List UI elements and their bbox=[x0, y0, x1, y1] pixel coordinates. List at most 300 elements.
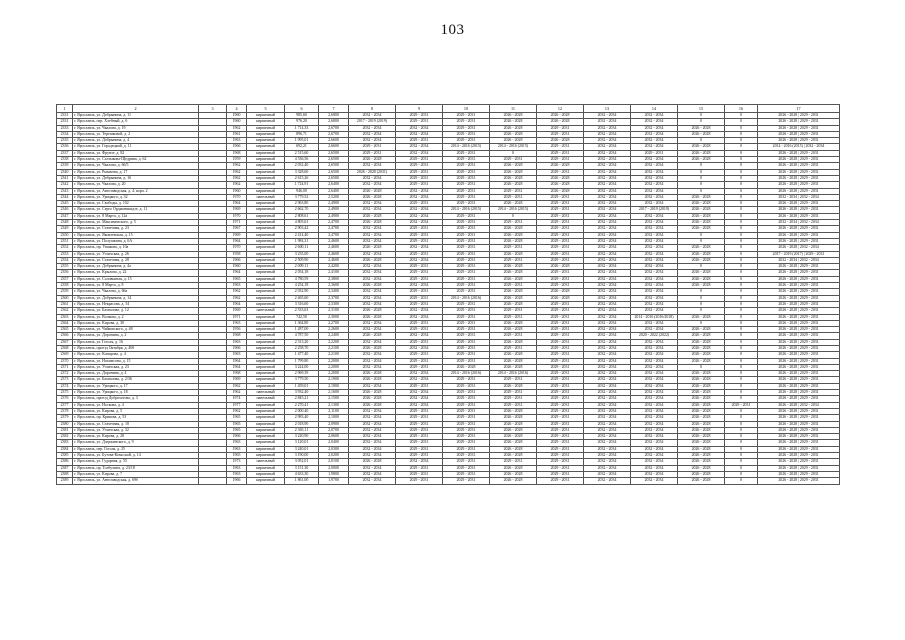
table-cell: 0 bbox=[725, 270, 758, 276]
table-cell: 2029 - 2031 bbox=[396, 182, 443, 188]
table-cell: 2032 - 2034 bbox=[349, 131, 396, 137]
table-cell: 2,6400 bbox=[319, 182, 349, 188]
table-cell: 0 bbox=[725, 427, 758, 433]
table-cell: 2029 - 2031 bbox=[396, 270, 443, 276]
table-cell: 2029 - 2031 bbox=[537, 421, 584, 427]
table-cell: 1 477,40 bbox=[285, 352, 319, 358]
table-cell: 2032 - 2034 bbox=[631, 157, 678, 163]
table-cell: 2026 - 2028 | 2029 - 2031 bbox=[758, 352, 840, 358]
table-cell: 2032 - 2034 bbox=[349, 276, 396, 282]
column-header: 10 bbox=[443, 105, 490, 113]
address-cell: г. Ярославль, ул. Кирова, д. 5 bbox=[73, 408, 199, 414]
table-cell: 1966 bbox=[227, 257, 247, 263]
table-cell: 0 bbox=[678, 163, 725, 169]
address-cell: г. Ярославль, проезд Доброхотова, д. 3 bbox=[73, 396, 199, 402]
table-cell: 2032 - 2034 bbox=[631, 232, 678, 238]
table-cell: 2026 - 2028 (2031) bbox=[349, 169, 396, 175]
table-container bbox=[56, 104, 840, 485]
table-cell: 2032 - 2034 bbox=[584, 314, 631, 320]
table-cell: 2026 - 2028 bbox=[678, 339, 725, 345]
table-cell: 2026 - 2028 bbox=[678, 383, 725, 389]
table-cell: 2029 - 2031 bbox=[443, 226, 490, 232]
table-cell: 2026 - 2028 bbox=[490, 169, 537, 175]
table-cell: 2029 - 2031 bbox=[396, 163, 443, 169]
address-cell: г. Ярославль, ул. Стачечная, д. 18 bbox=[73, 421, 199, 427]
table-cell: кирпичный bbox=[247, 402, 285, 408]
table-cell: 2,2000 bbox=[319, 364, 349, 370]
address-cell: г. Ярославль, проезд Октября, д. 40б bbox=[73, 345, 199, 351]
table-cell: 2032 - 2034 bbox=[584, 257, 631, 263]
table-cell: 2029 - 2031 bbox=[443, 327, 490, 333]
table-cell: 2032 - 2034 bbox=[631, 377, 678, 383]
table-cell: кирпичный bbox=[247, 131, 285, 137]
table-cell: 2029 - 2031 bbox=[443, 131, 490, 137]
table-cell: 2367 bbox=[57, 339, 73, 345]
table-cell: 1964 bbox=[227, 358, 247, 364]
table-cell: кирпичный bbox=[247, 339, 285, 345]
schedule-table bbox=[56, 104, 840, 485]
table-cell: 2032 - 2034 bbox=[349, 207, 396, 213]
table-cell: 2026 - 2028 bbox=[490, 415, 537, 421]
table-cell: 2029 - 2031 bbox=[490, 245, 537, 251]
table-cell: 2,2000 bbox=[319, 371, 349, 377]
table-cell: 1967 bbox=[227, 226, 247, 232]
table-cell: 2 258,70 bbox=[285, 345, 319, 351]
table-cell: 2029 - 2031 bbox=[396, 157, 443, 163]
table-cell: панельный bbox=[247, 390, 285, 396]
table-cell: 2026 - 2028 bbox=[678, 327, 725, 333]
table-cell: 2029 - 2031 bbox=[537, 144, 584, 150]
table-cell: 2032 - 2034 bbox=[631, 226, 678, 232]
table-cell: 2026 - 2028 | 2029 - 2031 bbox=[758, 320, 840, 326]
table-cell: 2029 - 2031 bbox=[537, 232, 584, 238]
table-cell: кирпичный bbox=[247, 245, 285, 251]
table-cell: 2026 - 2028 | 2029 - 2031 bbox=[758, 364, 840, 370]
table-cell: 0 bbox=[725, 276, 758, 282]
table-cell: 2032 - 2034 bbox=[349, 440, 396, 446]
table-cell: 2029 - 2031 bbox=[443, 251, 490, 257]
table-cell: 2029 - 2031 bbox=[490, 459, 537, 465]
table-cell: 2026 - 2028 bbox=[678, 150, 725, 156]
table-cell: 1960 bbox=[227, 113, 247, 119]
table-cell: кирпичный bbox=[247, 270, 285, 276]
table-cell: 2029 - 2031 bbox=[396, 478, 443, 484]
table-cell: 2032 - 2034 bbox=[631, 257, 678, 263]
table-cell: 2029 - 2031 bbox=[443, 308, 490, 314]
table-cell: 3 052,01 bbox=[285, 459, 319, 465]
table-cell: 4 536,56 bbox=[285, 157, 319, 163]
table-cell: 1 724,91 bbox=[285, 182, 319, 188]
table-cell: 2032 - 2034 bbox=[584, 358, 631, 364]
table-cell: 2026 - 2028 bbox=[678, 270, 725, 276]
address-cell: г. Ярославль, ул. Добрынина, д. 4 bbox=[73, 138, 199, 144]
table-cell: 2032 - 2034 bbox=[631, 371, 678, 377]
table-cell: 2032 - 2034 bbox=[584, 194, 631, 200]
table-cell: 2032 - 2034 bbox=[396, 402, 443, 408]
table-cell: 1962 bbox=[227, 125, 247, 131]
table-cell: 2026 - 2028 bbox=[678, 390, 725, 396]
table-cell: 2,0100 bbox=[319, 459, 349, 465]
table-cell: 0 bbox=[725, 289, 758, 295]
table-row bbox=[57, 478, 840, 484]
table-cell: 2032 - 2034 bbox=[349, 163, 396, 169]
table-cell: 2 509,90 bbox=[285, 257, 319, 263]
address-cell: г. Ярославль, ул. Салтыкова-Щедрина, д. 62 bbox=[73, 157, 199, 163]
table-cell: 2 054,18 bbox=[285, 270, 319, 276]
table-cell: 2032 - 2034 bbox=[396, 459, 443, 465]
table-cell: 0 bbox=[725, 232, 758, 238]
table-cell: 0 bbox=[725, 113, 758, 119]
table-cell: 2032 - 2034 bbox=[631, 283, 678, 289]
table-cell: 0 bbox=[725, 345, 758, 351]
table-cell: 2026 - 2028 | 2029 - 2031 bbox=[758, 314, 840, 320]
table-cell: 2029 - 2031 bbox=[396, 453, 443, 459]
table-cell: 2026 - 2028 | 2029 - 2031 bbox=[758, 207, 840, 213]
table-cell: 2029 - 2031 bbox=[396, 169, 443, 175]
table-cell: панельный bbox=[247, 308, 285, 314]
table-cell: 2026 - 2028 bbox=[490, 408, 537, 414]
table-cell: 2032 - 2034 bbox=[631, 320, 678, 326]
table-cell: 2032 - 2034 bbox=[631, 390, 678, 396]
table-cell: 2338 bbox=[57, 157, 73, 163]
table-cell: 2032 - 2034 bbox=[584, 390, 631, 396]
table-cell: 0 bbox=[725, 415, 758, 421]
table-cell: 2029 - 2031 bbox=[537, 408, 584, 414]
table-cell: 1962 bbox=[227, 175, 247, 181]
page-number: 103 bbox=[440, 22, 465, 38]
table-cell: 2342 bbox=[57, 182, 73, 188]
table-cell: 2029 - 2031 bbox=[443, 408, 490, 414]
table-cell: 2032 - 2034 bbox=[584, 188, 631, 194]
table-cell: 1966 bbox=[227, 478, 247, 484]
table-cell: 2029 - 2031 bbox=[443, 238, 490, 244]
table-cell: 2032 - 2034 bbox=[349, 295, 396, 301]
table-cell: 2032 - 2034 bbox=[349, 182, 396, 188]
table-cell: 0 bbox=[725, 421, 758, 427]
table-cell: 2029 - 2031 bbox=[396, 421, 443, 427]
table-cell: 2383 bbox=[57, 440, 73, 446]
table-cell: 2032 - 2034 bbox=[584, 289, 631, 295]
table-cell: 1964 bbox=[227, 364, 247, 370]
table-cell: 2026 - 2028 bbox=[678, 207, 725, 213]
table-cell: 2,6800 bbox=[319, 119, 349, 125]
table-cell: 2014 - 2016 (2015) bbox=[490, 144, 537, 150]
table-cell: 2029 - 2031 bbox=[349, 150, 396, 156]
table-cell: 0 bbox=[725, 333, 758, 339]
table-cell: 2029 - 2031 bbox=[490, 257, 537, 263]
table-cell: 2,2600 bbox=[319, 327, 349, 333]
table-cell: 2026 - 2028 bbox=[490, 364, 537, 370]
table-cell: 1962 bbox=[227, 289, 247, 295]
table-cell: 2032 - 2034 bbox=[631, 220, 678, 226]
table-cell: 2026 - 2028 bbox=[537, 295, 584, 301]
table-cell: 2032 - 2034 bbox=[631, 308, 678, 314]
table-cell: 2032 - 2034 bbox=[584, 245, 631, 251]
table-cell: 2026 - 2028 | 2029 - 2031 bbox=[758, 459, 840, 465]
table-cell: 2032 - 2034 bbox=[631, 113, 678, 119]
table-cell: кирпичный bbox=[247, 213, 285, 219]
table-cell: 2014 - 2016 (2015) bbox=[443, 144, 490, 150]
table-cell: 2026 - 2028 bbox=[490, 163, 537, 169]
table-cell: 0 bbox=[678, 301, 725, 307]
table-cell: 2029 - 2031 bbox=[537, 471, 584, 477]
table-cell: 2,6500 bbox=[319, 175, 349, 181]
table-cell: 0 bbox=[725, 301, 758, 307]
table-cell: 2029 - 2031 bbox=[490, 390, 537, 396]
table-cell: 2029 - 2031 bbox=[396, 238, 443, 244]
table-cell: 2029 - 2031 bbox=[396, 232, 443, 238]
table-cell: 2032 - 2034 bbox=[584, 371, 631, 377]
table-cell: 2032 - 2034 bbox=[584, 377, 631, 383]
table-cell: 2029 - 2031 bbox=[443, 245, 490, 251]
table-cell: 2029 - 2031 bbox=[537, 320, 584, 326]
table-cell: 2029 - 2031 bbox=[396, 339, 443, 345]
table-cell: 2374 bbox=[57, 383, 73, 389]
table-cell: 4 805,61 bbox=[285, 220, 319, 226]
table-cell: 2348 bbox=[57, 220, 73, 226]
table-cell: 2,0300 bbox=[319, 446, 349, 452]
table-cell: 2026 - 2028 bbox=[678, 251, 725, 257]
table-cell: 2032 - 2034 bbox=[584, 408, 631, 414]
table-cell: 0 bbox=[725, 157, 758, 163]
table-cell: 2026 - 2028 bbox=[490, 201, 537, 207]
table-cell: 2389 bbox=[57, 478, 73, 484]
address-cell: г. Ярославль, ул. Нахимсона, д. 15 bbox=[73, 358, 199, 364]
table-cell: 2380 bbox=[57, 421, 73, 427]
table-cell: 2029 - 2031 bbox=[443, 113, 490, 119]
table-cell: 1970 bbox=[227, 245, 247, 251]
table-cell: 2032 - 2034 bbox=[584, 119, 631, 125]
table-cell: 2026 - 2028 bbox=[490, 434, 537, 440]
table-cell: кирпичный bbox=[247, 453, 285, 459]
address-cell: г. Ярославль, ул. Кирова, д. 28 bbox=[73, 434, 199, 440]
table-cell: 2381 bbox=[57, 427, 73, 433]
table-cell: 2 662,70 bbox=[285, 207, 319, 213]
table-cell: 2379 bbox=[57, 415, 73, 421]
table-cell: 2029 - 2031 bbox=[537, 327, 584, 333]
table-cell: 2032 - 2034 bbox=[584, 478, 631, 484]
table-cell: 1963 bbox=[227, 320, 247, 326]
table-cell: 2032 - 2034 bbox=[396, 194, 443, 200]
table-cell: 2026 - 2028 bbox=[678, 257, 725, 263]
table-cell: 2026 - 2028 bbox=[349, 257, 396, 263]
table-cell: 2350 bbox=[57, 232, 73, 238]
table-cell: кирпичный bbox=[247, 113, 285, 119]
table-cell: 2032 - 2034 bbox=[584, 333, 631, 339]
table-cell: 2032 - 2034 bbox=[396, 345, 443, 351]
table-cell: 2 615,26 bbox=[285, 175, 319, 181]
table-cell: 2,1600 bbox=[319, 390, 349, 396]
table-cell: 2032 - 2034 bbox=[349, 434, 396, 440]
table-cell: 2333 bbox=[57, 125, 73, 131]
address-cell: г. Ярославль, ул. Урицкого, д. 32 bbox=[73, 194, 199, 200]
table-cell: 4 787,50 bbox=[285, 333, 319, 339]
table-cell: 1971 bbox=[227, 314, 247, 320]
table-cell: 2029 - 2031 bbox=[537, 339, 584, 345]
table-cell: 2029 - 2031 bbox=[725, 402, 758, 408]
table-cell: 3 932,40 bbox=[285, 390, 319, 396]
table-cell: 2026 - 2028 bbox=[490, 320, 537, 326]
table-cell: 0 bbox=[725, 131, 758, 137]
table-cell: 2026 - 2028 | 2029 - 2031 bbox=[758, 175, 840, 181]
table-cell: кирпичный bbox=[247, 125, 285, 131]
table-cell: 2026 - 2028 | 2029 - 2031 bbox=[758, 163, 840, 169]
table-cell: 2,3400 bbox=[319, 289, 349, 295]
table-cell: 946,00 bbox=[285, 188, 319, 194]
table-cell: 2026 - 2028 bbox=[678, 446, 725, 452]
table-cell: 2026 - 2028 | 2029 - 2031 bbox=[758, 157, 840, 163]
table-cell: 2032 - 2034 bbox=[631, 175, 678, 181]
table-cell: 2026 - 2028 | 2029 - 2031 bbox=[758, 339, 840, 345]
table-cell: 2029 - 2031 bbox=[396, 434, 443, 440]
table-cell: 2,2100 bbox=[319, 345, 349, 351]
table-cell: кирпичный bbox=[247, 352, 285, 358]
table-cell: 0 bbox=[678, 238, 725, 244]
table-cell: 2029 - 2031 bbox=[443, 320, 490, 326]
table-cell: 2 845,21 bbox=[285, 396, 319, 402]
table-cell: 1964 bbox=[227, 238, 247, 244]
table-cell: 2029 - 2031 bbox=[537, 301, 584, 307]
table-cell: 2029 - 2031 bbox=[443, 427, 490, 433]
table-cell: 2,0600 bbox=[319, 434, 349, 440]
table-cell: 2029 - 2031 bbox=[537, 434, 584, 440]
table-cell: 2032 - 2034 bbox=[631, 289, 678, 295]
table-cell: 2029 - 2031 bbox=[537, 453, 584, 459]
table-cell: 2032 - 2034 bbox=[584, 138, 631, 144]
table-cell: 2032 - 2034 bbox=[584, 251, 631, 257]
table-cell: кирпичный bbox=[247, 377, 285, 383]
table-cell: 2032 - 2034 bbox=[584, 421, 631, 427]
address-cell: г. Ярославль, ул. Урицкого, д. 18 bbox=[73, 390, 199, 396]
table-cell: 2026 - 2028 bbox=[490, 226, 537, 232]
table-cell: 2017 - 2019 (2017) | 2029 - 2031 bbox=[758, 251, 840, 257]
table-cell: 2029 - 2031 bbox=[443, 421, 490, 427]
table-cell: 2026 - 2028 bbox=[678, 131, 725, 137]
table-cell: 2032 - 2034 bbox=[584, 131, 631, 137]
table-cell: 2029 - 2031 bbox=[443, 169, 490, 175]
table-cell: 2359 bbox=[57, 289, 73, 295]
table-cell: 3 240,01 bbox=[285, 446, 319, 452]
table-cell: 2029 - 2031 bbox=[443, 377, 490, 383]
table-cell: 2029 - 2031 bbox=[443, 194, 490, 200]
table-cell: 2 009,11 bbox=[285, 264, 319, 270]
table-cell: 2026 - 2028 | 2029 - 2031 bbox=[758, 345, 840, 351]
address-cell: г. Ярославль, ул. Доронина, д. 2 bbox=[73, 333, 199, 339]
table-cell: 0 bbox=[678, 182, 725, 188]
table-cell: 2029 - 2031 bbox=[443, 453, 490, 459]
table-cell: 2029 - 2031 bbox=[396, 301, 443, 307]
table-cell: 2029 - 2031 bbox=[396, 446, 443, 452]
table-cell: 2,0400 bbox=[319, 440, 349, 446]
table-cell: 2029 - 2031 bbox=[443, 138, 490, 144]
table-cell: 2026 - 2028 bbox=[678, 333, 725, 339]
table-cell: 1963 bbox=[227, 440, 247, 446]
table-cell: 2,3100 bbox=[319, 308, 349, 314]
table-cell: 2026 - 2028 bbox=[678, 421, 725, 427]
table-cell: 2032 - 2034 bbox=[584, 446, 631, 452]
table-cell: 2026 - 2028 bbox=[678, 226, 725, 232]
table-cell: 2026 - 2028 bbox=[349, 402, 396, 408]
table-cell: 2032 - 2034 bbox=[584, 207, 631, 213]
table-cell: 2032 - 2034 bbox=[631, 408, 678, 414]
table-cell: 2032 - 2034 bbox=[349, 446, 396, 452]
address-cell: г. Ярославль, ул. Серго Орджоникидзе, д. 11 bbox=[73, 207, 199, 213]
table-cell: 2032 - 2034 bbox=[396, 283, 443, 289]
table-cell: кирпичный bbox=[247, 314, 285, 320]
table-cell: 2339 bbox=[57, 163, 73, 169]
table-cell: 2026 - 2028 bbox=[349, 157, 396, 163]
table-cell: 2026 - 2028 bbox=[537, 182, 584, 188]
table-cell: 2029 - 2031 bbox=[490, 345, 537, 351]
table-cell: 2032 - 2034 bbox=[584, 113, 631, 119]
table-cell: 1973 bbox=[227, 459, 247, 465]
table-cell: 2 903,42 bbox=[285, 226, 319, 232]
table-cell: 1 095,01 bbox=[285, 138, 319, 144]
table-cell: 2026 - 2028 bbox=[490, 301, 537, 307]
table-cell: 2026 - 2028 bbox=[490, 289, 537, 295]
table-cell: 2376 bbox=[57, 396, 73, 402]
table-cell: 2029 - 2031 bbox=[490, 402, 537, 408]
table-cell: 2032 - 2034 bbox=[584, 182, 631, 188]
table-cell: 2,1900 bbox=[319, 377, 349, 383]
table-cell: 2029 - 2031 bbox=[443, 345, 490, 351]
table-cell: 2026 - 2028 | 2029 - 2031 bbox=[758, 396, 840, 402]
table-cell: 2032 - 2034 bbox=[631, 295, 678, 301]
table-cell: 0 bbox=[678, 264, 725, 270]
table-cell: 2032 - 2034 bbox=[396, 207, 443, 213]
table-cell: 2032 - 2034 bbox=[631, 427, 678, 433]
table-cell: 2026 - 2028 | 2029 - 2031 bbox=[758, 383, 840, 389]
table-cell: кирпичный bbox=[247, 408, 285, 414]
table-cell: 2385 bbox=[57, 453, 73, 459]
table-cell: 2032 - 2034 bbox=[631, 301, 678, 307]
table-cell: 2032 - 2034 bbox=[631, 453, 678, 459]
table-cell: 2029 - 2031 bbox=[396, 119, 443, 125]
table-cell: кирпичный bbox=[247, 138, 285, 144]
table-cell: 2,4900 bbox=[319, 207, 349, 213]
table-cell: 3 235,00 bbox=[285, 251, 319, 257]
table-cell: 2,4600 bbox=[319, 245, 349, 251]
table-cell: 2032 - 2034 bbox=[584, 465, 631, 471]
table-cell: 2,0200 bbox=[319, 453, 349, 459]
table-cell: 2363 bbox=[57, 314, 73, 320]
table-cell: 2,5200 bbox=[319, 194, 349, 200]
table-cell: 0 bbox=[725, 251, 758, 257]
table-cell: 2029 - 2031 bbox=[490, 157, 537, 163]
table-cell: 2032 - 2034 bbox=[349, 465, 396, 471]
table-cell: кирпичный bbox=[247, 295, 285, 301]
table-cell: 2373 bbox=[57, 377, 73, 383]
table-cell: 2026 - 2028 bbox=[490, 238, 537, 244]
table-cell: 0 bbox=[725, 188, 758, 194]
table-cell: кирпичный bbox=[247, 345, 285, 351]
address-cell: г. Ярославль, ул. Городецкий, д. 11 bbox=[73, 144, 199, 150]
table-cell: 2029 - 2031 bbox=[490, 308, 537, 314]
table-cell: 2026 - 2028 | 2029 - 2031 bbox=[758, 150, 840, 156]
table-cell: 0 bbox=[725, 453, 758, 459]
table-cell: 1968 bbox=[227, 333, 247, 339]
address-cell: г. Ярославль, ул. Максимовского, д. 5 bbox=[73, 220, 199, 226]
table-cell: 2032 - 2034 bbox=[631, 245, 678, 251]
column-header: 5 bbox=[247, 105, 285, 113]
table-cell: 2,4700 bbox=[319, 220, 349, 226]
table-cell: 2026 - 2028 | 2029 - 2031 bbox=[758, 138, 840, 144]
table-cell: 2026 - 2028 bbox=[349, 390, 396, 396]
table-cell: 2026 - 2028 bbox=[349, 459, 396, 465]
table-cell: 2026 - 2028 | 2029 - 2031 bbox=[758, 358, 840, 364]
table-cell: 2029 - 2031 bbox=[537, 415, 584, 421]
table-cell: 2032 - 2034 bbox=[584, 125, 631, 131]
